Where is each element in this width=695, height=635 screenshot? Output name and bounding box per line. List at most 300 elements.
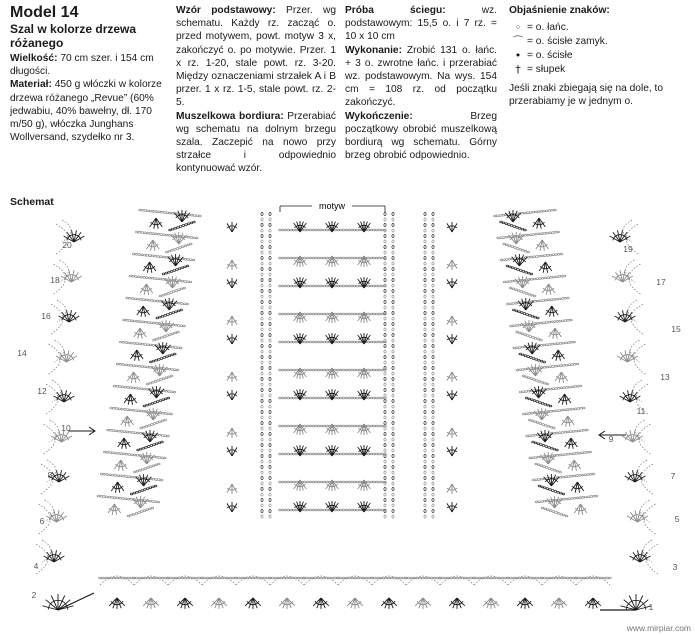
chain-column [261,289,263,292]
chain-row [509,287,536,297]
chain-column [424,454,426,457]
chain-column [269,449,271,452]
chain-column [392,509,394,512]
chain-column [392,449,394,452]
chain-column [269,339,271,342]
chain-arch [623,220,632,242]
chain-column [261,322,263,325]
chain-column [432,289,434,292]
chain-column [269,240,271,243]
chain-arch [55,340,64,362]
chain-column [424,273,426,276]
material-label: Materiał: [10,79,52,91]
border-text: Przerabiać wg schematu na dolnym brzegu szala. Zaczepić na nowo przy strzałce i odpowiednio kontynuować wzór. [176,110,336,175]
chain-column [269,388,271,391]
chain-column [384,438,386,441]
chain-column [392,377,394,380]
chain-column [432,278,434,281]
chain-column [424,355,426,358]
chain-column [269,251,271,254]
chain-column [392,504,394,507]
chain-column [392,482,394,485]
chain-column [392,289,394,292]
chain-column [432,438,434,441]
chain-column [392,223,394,226]
chain-column [424,284,426,287]
chain-arch [46,384,58,414]
chain-column [384,399,386,402]
chain-column [261,432,263,435]
chain-column [384,372,386,375]
chain-arch [60,260,69,282]
chain-row [532,473,595,481]
chain-column [392,460,394,463]
chain-column [384,344,386,347]
chain-column [269,471,271,474]
chain-column [432,295,434,298]
chain-column [261,471,263,474]
chain-row [201,577,238,579]
chain-column [261,416,263,419]
chain-row [519,353,546,363]
row-number: 5 [674,514,680,524]
chain-column [384,355,386,358]
chain-column [269,438,271,441]
chain-column [424,234,426,237]
chain-column [392,399,394,402]
chain-column [261,377,263,380]
model-title: Model 14 [10,4,79,21]
row-number: 13 [660,372,670,382]
chain-column [432,487,434,490]
chain-column [269,405,271,408]
chain-column [269,432,271,435]
legend-item-slip [509,34,687,48]
chain-row [150,353,177,363]
pattern-column [176,4,336,176]
chain-column [424,306,426,309]
chain-column [261,267,263,270]
chain-column [424,427,426,430]
chain-column [261,251,263,254]
chain-row [140,419,167,429]
row-number: 16 [41,311,51,321]
legend-note: Jeśli znaki zbiegają się na dole, to przerabiamy je w jednym o. [509,83,664,108]
finish-label: Wykończenie: [345,110,413,122]
chain-column [269,350,271,353]
chain-column [424,240,426,243]
chain-column [424,460,426,463]
row-number: 4 [33,561,39,571]
chain-column [392,273,394,276]
chain-column [432,498,434,501]
legend-item-double [509,62,687,76]
chain-column [392,355,394,358]
chain-row [99,577,136,579]
chain-column [392,218,394,221]
chain-row [513,341,576,349]
chain-column [384,471,386,474]
chain-row [535,463,562,473]
chain-column [424,432,426,435]
chain-column [261,399,263,402]
pattern-text: Przer. wg schematu. Każdy rz. zacząć o. przed motywem, powt. motyw 3 x, zakończyć o. po motywie. Przer. 1 x rz. 1-20, stale powt. rz. 3-20. Między oznaczeniami strzałek A i B przer. 1 x rz. 1-5, stale powt. rz. 2-5. [176,5,336,109]
chain-column [384,388,386,391]
chain-column [432,372,434,375]
chain-column [432,509,434,512]
gauge-text: wz. podstawowym: 15,5 o. i 7 rz. = 10 x 10 cm [345,5,497,43]
chain-column [432,416,434,419]
chain-column [261,438,263,441]
chain-column [424,388,426,391]
chain-column [261,504,263,507]
chain-row [522,375,549,385]
chain-row [169,221,196,231]
chain-row [494,209,557,217]
making-text: Zrobić 131 o. łańc. + 3 o. zwrotne łańc. i przerabiać wz. podstawowym. Na wys. 154 cm = 108 rz. od początku zakończyć. [345,44,497,109]
chain-column [384,295,386,298]
chain-arch [51,304,63,334]
chain-column [269,295,271,298]
chain-column [392,366,394,369]
chain-column [269,383,271,386]
chain-column [432,432,434,435]
chain-column [261,465,263,468]
chain-column [424,498,426,501]
chain-column [424,289,426,292]
chain-column [392,317,394,320]
chain-column [432,388,434,391]
chain-column [261,333,263,336]
material-paragraph [10,78,170,144]
chain-column [384,432,386,435]
chain-column [269,460,271,463]
chain-column [269,289,271,292]
chain-row [156,309,183,319]
chain-column [392,487,394,490]
chain-column [424,350,426,353]
chain-column [384,361,386,364]
chain-column [392,339,394,342]
materials-column [10,4,170,144]
chain-row [116,363,179,371]
chain-column [384,377,386,380]
row-number: 9 [608,434,614,444]
chain-column [261,350,263,353]
chain-column [392,465,394,468]
chain-column [269,333,271,336]
chain-column [269,504,271,507]
chain-column [432,383,434,386]
chain-column [269,427,271,430]
chain-column [424,366,426,369]
chain-column [384,498,386,501]
chain-column [392,388,394,391]
chain-column [269,328,271,331]
chain-row [497,231,560,239]
chain-column [269,498,271,501]
row-number: 8 [47,470,53,480]
schema-heading: Schemat [10,196,54,208]
chain-column [392,306,394,309]
chain-column [269,322,271,325]
chain-column [384,443,386,446]
chain-column [424,317,426,320]
chain-column [261,311,263,314]
chain-row [516,331,543,341]
chain-column [432,449,434,452]
chain-row [525,397,552,407]
chain-column [384,273,386,276]
chain-row [500,253,563,261]
chain-column [384,394,386,397]
size-paragraph [10,52,170,78]
chain-column [432,476,434,479]
row-number: 14 [17,348,27,358]
chain-row [506,265,533,275]
chain-column [432,421,434,424]
legend-label: = słupek [527,63,566,75]
chain-row [507,577,544,579]
chain-column [432,394,434,397]
chain-column [384,218,386,221]
chain-row [167,577,204,579]
chain-column [261,245,263,248]
pattern-paragraph [176,4,336,110]
chain-column [269,284,271,287]
chain-column [261,218,263,221]
chain-row [516,363,579,371]
chain-column [432,212,434,215]
chain-column [261,234,263,237]
chain-column [261,476,263,479]
chain-column [269,366,271,369]
chain-column [432,366,434,369]
chain-column [384,421,386,424]
chain-column [261,449,263,452]
chain-column [424,509,426,512]
chain-column [392,515,394,518]
chain-column [432,322,434,325]
chain-column [269,493,271,496]
chain-column [384,487,386,490]
chain-row [371,577,408,579]
chain-row [146,375,173,385]
crochet-diagram [0,190,695,635]
legend-item-single [509,48,687,62]
chain-column [384,212,386,215]
chain-row [519,385,582,393]
chain-arch [634,344,646,374]
row-number: 12 [37,386,47,396]
chain-column [261,372,263,375]
row-number: 1 [648,602,654,612]
chain-arch [639,424,651,454]
chain-arch [638,460,647,482]
chain-row [137,441,164,451]
chain-column [424,344,426,347]
chain-column [424,251,426,254]
chain-column [392,256,394,259]
chain-column [269,262,271,265]
chain-column [261,344,263,347]
single-crochet-icon: • [514,48,522,62]
chain-column [384,476,386,479]
chain-column [269,487,271,490]
chain-column [269,278,271,281]
chain-column [384,317,386,320]
chain-column [269,515,271,518]
motif-label: motyw [318,201,346,211]
chain-column [432,460,434,463]
chain-column [432,405,434,408]
chain-row [523,407,586,415]
chain-arch [633,380,642,402]
chain-column [384,289,386,292]
chain-arch [62,220,71,242]
chain-row [143,397,170,407]
chain-column [261,410,263,413]
chain-row [134,463,161,473]
chain-column [261,366,263,369]
chain-column [269,482,271,485]
chain-column [269,218,271,221]
chain-column [384,322,386,325]
chain-column [392,405,394,408]
chain-column [432,515,434,518]
size-label: Wielkość: [10,53,58,64]
chain-column [424,476,426,479]
chain-column [384,300,386,303]
chain-column [424,487,426,490]
chain-column [269,273,271,276]
chain-arch [631,304,643,334]
chain-column [392,416,394,419]
chain-column [432,333,434,336]
chain-row [235,577,272,579]
row-number: 15 [671,324,681,334]
chain-column [392,262,394,265]
chain-column [384,460,386,463]
chain-column [392,234,394,237]
gauge-label: Próba ściegu: [345,5,446,16]
chain-column [261,482,263,485]
chain-column [261,278,263,281]
chain-column [424,361,426,364]
chain-row [110,407,173,415]
chain-column [269,394,271,397]
chain-column [384,465,386,468]
chain-row [405,577,442,579]
chain-column [392,344,394,347]
chain-column [424,394,426,397]
slip-stitch-icon: ⌒ [512,34,524,48]
chain-column [432,328,434,331]
chain-column [424,504,426,507]
chain-column [424,443,426,446]
legend-label: = o. ścisłe [527,49,573,61]
chain-column [392,471,394,474]
chain-column [392,328,394,331]
chain-column [384,267,386,270]
chain-row [166,243,193,253]
chain-column [261,328,263,331]
chain-row [473,577,510,579]
chain-column [432,350,434,353]
chain-arch [42,540,51,562]
chain-row [538,485,565,495]
chain-column [261,240,263,243]
chain-column [269,399,271,402]
chain-column [269,465,271,468]
chain-column [261,339,263,342]
chain-column [432,410,434,413]
chain-column [392,350,394,353]
material-text: 450 g włóczki w kolorze drzewa różanego „Revue” (60% jedwabiu, 40% bawełny, dł. 170 m/50 g), włóczka Junghans Wollversand, szydełko nr 3. [10,79,162,144]
chain-column [392,284,394,287]
chain-column [269,509,271,512]
chain-arch [646,544,658,574]
chain-column [261,454,263,457]
chain-row [130,485,157,495]
chain-row [541,507,568,517]
chain-column [424,416,426,419]
chain-column [432,443,434,446]
chain-column [269,212,271,215]
chain-arch [52,380,61,402]
chain-column [424,212,426,215]
chain-column [432,311,434,314]
chain-column [269,410,271,413]
legend-column [509,4,687,109]
double-crochet-icon: † [515,62,521,76]
chain-column [432,251,434,254]
chain-column [384,449,386,452]
chain-column [432,262,434,265]
chain-column [269,267,271,270]
chain-row [126,297,189,305]
row-number: 11 [636,406,646,416]
chain-column [424,245,426,248]
chain-column [269,229,271,232]
chain-column [261,262,263,265]
chain-column [424,449,426,452]
chain-column [261,212,263,215]
chain-row [439,577,476,579]
instructions-column [345,4,497,162]
chain-column [261,355,263,358]
chain-column [269,454,271,457]
chain-column [424,372,426,375]
chain-column [392,361,394,364]
chain-column [432,493,434,496]
row-number: 6 [39,516,45,526]
chain-column [424,295,426,298]
row-number: 19 [623,244,633,254]
chain-column [261,256,263,259]
chain-column [269,421,271,424]
chain-column [432,300,434,303]
chain-column [261,388,263,391]
chain-column [269,234,271,237]
chain-column [392,454,394,457]
chain-column [392,245,394,248]
chain-column [392,410,394,413]
chain-column [392,229,394,232]
finish-paragraph [345,110,497,163]
chain-column [392,498,394,501]
row-number: 17 [656,277,666,287]
